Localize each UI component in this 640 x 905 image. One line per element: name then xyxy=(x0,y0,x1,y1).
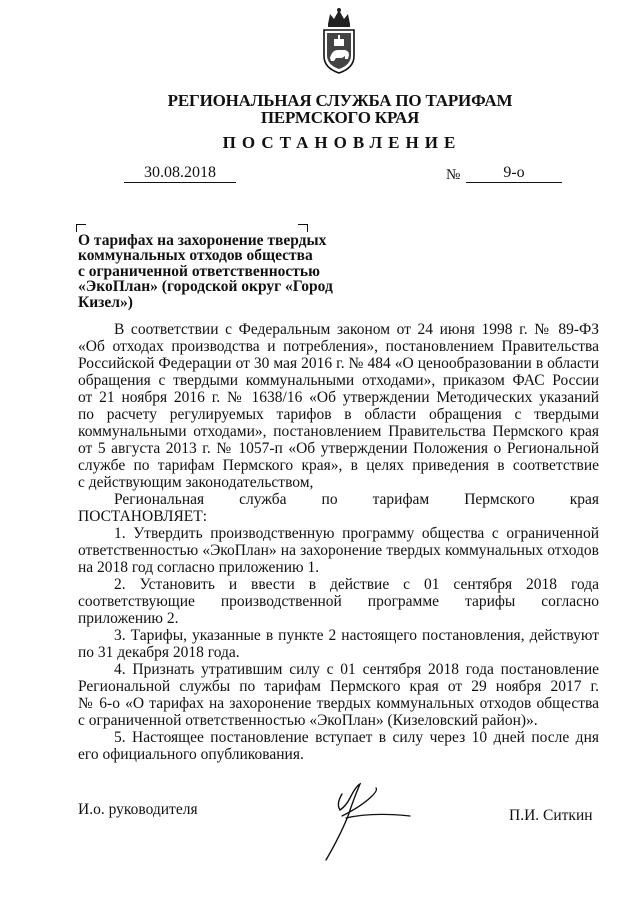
subject-line: «ЭкоПлан» (городской округ «Город xyxy=(78,278,333,296)
body-line: от 21 ноября 2016 г. № 1638/16 «Об утверждении Методических указаний xyxy=(78,389,599,406)
document-date: 30.08.2018 xyxy=(124,164,236,183)
body-line: с ограниченной ответственностью «ЭкоПлан» (Кизеловский район)». xyxy=(78,712,538,729)
subject-line: Кизел») xyxy=(78,293,133,311)
body-line: ответственностью «ЭкоПлан» на захоронение твердых коммунальных отходов xyxy=(78,542,599,559)
number-sign: № xyxy=(446,167,461,183)
subject-corner-right xyxy=(298,224,308,232)
document-subject xyxy=(78,233,338,310)
document-number: 9-о xyxy=(466,164,562,183)
subject-corner-left xyxy=(76,224,86,232)
body-line: 3. Тарифы, указанные в пункте 2 настоящего постановления, действуют xyxy=(114,627,599,644)
organization-name-line2: ПЕРМСКОГО КРАЯ xyxy=(260,108,420,127)
body-line: 4. Признать утратившим силу с 01 сентября 2018 года постановление xyxy=(114,661,599,678)
body-line: «Об отходах производства и потребления», постановлением Правительства xyxy=(78,338,599,355)
body-line: по 31 декабря 2018 года. xyxy=(78,644,240,661)
body-line: соответствующие производственной программе тарифы согласно xyxy=(78,593,599,610)
subject-line: О тарифах на захоронение твердых xyxy=(78,232,327,249)
body-line: ПОСТАНОВЛЯЕТ: xyxy=(78,508,208,525)
body-line: его официального опубликования. xyxy=(78,746,304,763)
body-line: обращения с твердыми коммунальными отходами», приказом ФАС России xyxy=(78,372,599,389)
body-line: Региональной службы по тарифам Пермского края от 29 ноября 2017 г. xyxy=(78,678,599,695)
body-line: 2. Установить и ввести в действие с 01 сентября 2018 года xyxy=(114,576,599,593)
body-line: с действующим законодательством, xyxy=(78,474,314,491)
subject-line: с ограниченной ответственностью xyxy=(78,262,320,280)
body-line: на 2018 год согласно приложению 1. xyxy=(78,559,320,576)
organization-name-line1: РЕГИОНАЛЬНАЯ СЛУЖБА ПО ТАРИФАМ xyxy=(167,91,513,110)
document-type: ПОСТАНОВЛЕНИЕ xyxy=(222,133,462,152)
body-line: приложению 2. xyxy=(78,610,179,627)
handwritten-signature-icon xyxy=(312,776,422,866)
body-line: В соответствии с Федеральным законом от 24 июня 1998 г. № 89-ФЗ xyxy=(114,321,599,338)
body-line: 1. Утвердить производственную программу общества с ограниченной xyxy=(114,525,599,542)
subject-line: коммунальных отходов общества xyxy=(78,247,313,265)
body-line: Региональная служба по тарифам Пермского края xyxy=(114,491,599,508)
signatory-name: П.И. Ситкин xyxy=(509,807,593,824)
body-line: 5. Настоящее постановление вступает в силу через 10 дней после дня xyxy=(114,729,599,746)
body-line: от 5 августа 2013 г. № 1057-п «Об утверждении Положения о Региональной xyxy=(78,440,599,457)
signatory-position: И.о. руководителя xyxy=(78,801,198,818)
body-line: коммунальными отходами», постановлением Правительства Пермского края xyxy=(78,423,599,440)
body-line: по расчету регулируемых тарифов в области обращения с твердыми xyxy=(78,406,599,423)
body-line: Российской Федерации от 30 мая 2016 г. № 484 «О ценообразовании в области xyxy=(78,355,599,372)
coat-of-arms-icon xyxy=(318,6,360,76)
body-line: № 6-о «О тарифах на захоронение твердых коммунальных отходов общества xyxy=(78,695,599,712)
body-line: службе по тарифам Пермского края», в целях приведения в соответствие xyxy=(78,457,599,474)
